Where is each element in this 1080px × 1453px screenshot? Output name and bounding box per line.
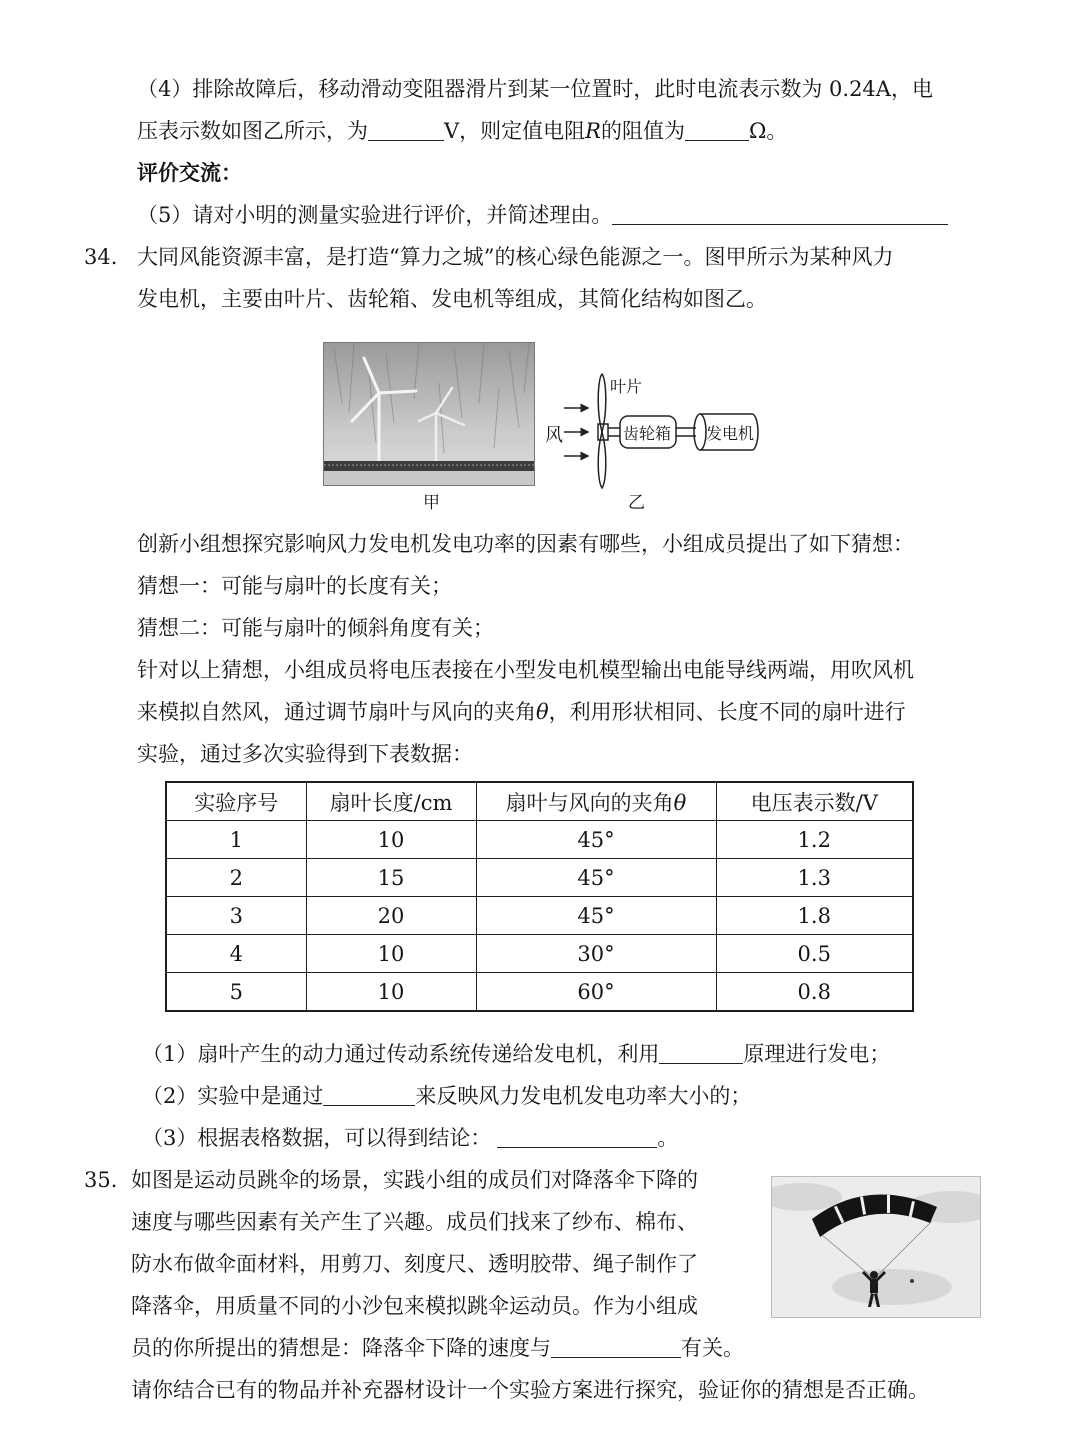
table-row: 1 10 45° 1.2 — [166, 821, 913, 859]
generator-label: 发电机 — [706, 424, 755, 443]
guess-2: 猜想二：可能与扇叶的倾斜角度有关； — [137, 616, 494, 640]
q34-intro-line2: 发电机，主要由叶片、齿轮箱、发电机等组成，其简化结构如图乙。 — [137, 287, 767, 311]
answer-blank-guess[interactable] — [551, 1337, 681, 1358]
q35-number: 35. — [84, 1168, 118, 1192]
q33-part4-line1: （4）排除故障后，移动滑动变阻器滑片到某一位置时，此时电流表示数为 0.24A，电 — [137, 77, 933, 101]
answer-blank-resistance[interactable] — [685, 120, 749, 141]
q34-text-line4: 实验，通过多次实验得到下表数据： — [137, 742, 473, 766]
parachute-photo-image — [772, 1177, 980, 1317]
answer-blank-evaluation[interactable] — [612, 204, 948, 225]
caption-jia: 甲 — [423, 493, 440, 513]
wind-turbine-photo — [323, 342, 535, 486]
q34-sub2: （2）实验中是通过 来反映风力发电机发电功率大小的； — [142, 1084, 752, 1108]
q34-text-line2: 针对以上猜想，小组成员将电压表接在小型发电机模型输出电能导线两端，用吹风机 — [137, 658, 914, 682]
q34-sub3: （3）根据表格数据，可以得到结论： 。 — [142, 1126, 679, 1150]
wind-turbine-photo-image — [324, 343, 534, 485]
experiment-table — [165, 781, 914, 1012]
gearbox-label: 齿轮箱 — [623, 424, 672, 443]
q34-text-line1: 创新小组想探究影响风力发电机发电功率的因素有哪些，小组成员提出了如下猜想： — [137, 532, 914, 556]
answer-blank-principle[interactable] — [659, 1043, 743, 1064]
wind-label: 风 — [545, 425, 563, 446]
blade-label: 叶片 — [610, 377, 643, 396]
q35-line6: 请你结合已有的物品并补充器材设计一个实验方案进行探究，验证你的猜想是否正确。 — [131, 1378, 929, 1402]
table-row: 2 15 45° 1.3 — [166, 859, 913, 897]
header-trial: 实验序号 — [166, 782, 306, 821]
q35-line1: 如图是运动员跳伞的场景，实践小组的成员们对降落伞下降的 — [131, 1168, 698, 1192]
parachute-photo — [771, 1176, 981, 1318]
q35-line2: 速度与哪些因素有关产生了兴趣。成员们找来了纱布、棉布、 — [131, 1210, 698, 1234]
eval-heading: 评价交流： — [137, 160, 242, 185]
q33-part4-line2: 压表示数如图乙所示，为 V，则定值电阻R的阻值为 Ω。 — [137, 119, 788, 143]
header-blade-length: 扇叶长度/cm — [306, 782, 476, 821]
caption-yi: 乙 — [628, 493, 645, 513]
q35-line5: 员的你所提出的猜想是：降落伞下降的速度与 有关。 — [131, 1336, 744, 1360]
header-angle: 扇叶与风向的夹角θ — [476, 782, 716, 821]
q33-part5: （5）请对小明的测量实验进行评价，并简述理由。 — [137, 200, 948, 230]
q34-sub1: （1）扇叶产生的动力通过传动系统传递给发电机，利用 原理进行发电； — [142, 1042, 891, 1066]
answer-blank-conclusion[interactable] — [497, 1127, 657, 1148]
answer-blank-indicator[interactable] — [323, 1085, 415, 1106]
q34-number: 34. — [84, 245, 118, 269]
table-row: 5 10 60° 0.8 — [166, 973, 913, 1012]
q34-intro-line1: 大同风能资源丰富，是打造“算力之城”的核心绿色能源之一。图甲所示为某种风力 — [137, 245, 894, 269]
q35-line3: 防水布做伞面材料，用剪刀、刻度尺、透明胶带、绳子制作了 — [131, 1252, 698, 1276]
q34-text-line3: 来模拟自然风，通过调节扇叶与风向的夹角θ，利用形状相同、长度不同的扇叶进行 — [137, 700, 906, 724]
table-row: 4 10 30° 0.5 — [166, 935, 913, 973]
header-voltage: 电压表示数/V — [716, 782, 913, 821]
table-row: 3 20 45° 1.8 — [166, 897, 913, 935]
table-header-row — [166, 782, 913, 821]
guess-1: 猜想一：可能与扇叶的长度有关； — [137, 574, 452, 598]
q35-line4: 降落伞，用质量不同的小沙包来模拟跳伞运动员。作为小组成 — [131, 1294, 698, 1318]
answer-blank-voltage[interactable] — [368, 120, 444, 141]
